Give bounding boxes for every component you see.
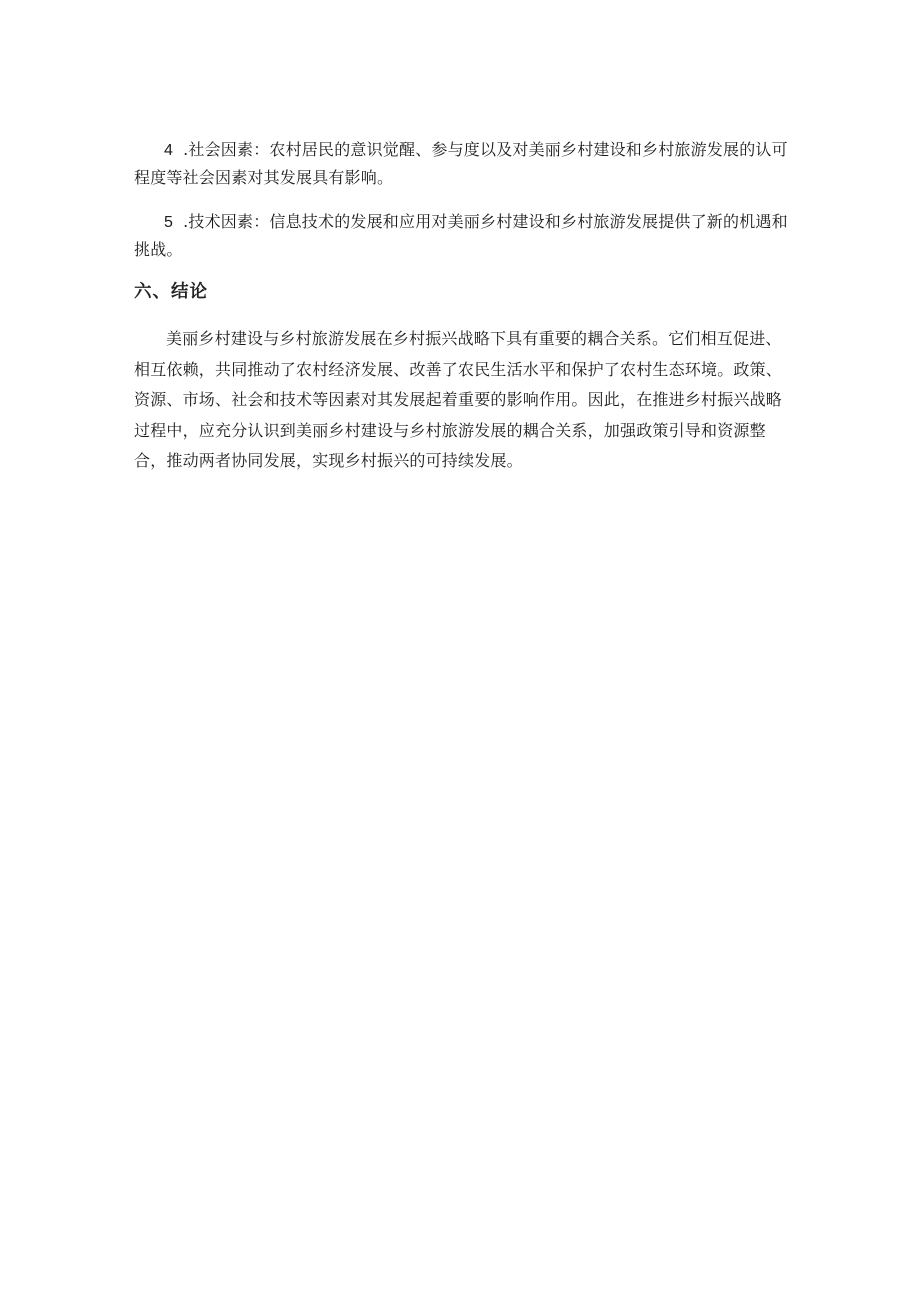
list-item-number: 4 <box>164 142 174 159</box>
conclusion-paragraph: 美丽乡村建设与乡村旅游发展在乡村振兴战略下具有重要的耦合关系。它们相互促进、相互依赖，共同推动了农村经济发展、改善了农民生活水平和保护了农村生态环境。政策、资源、市场、社会和技术等因素对其发展起着重要的影响作用。因此，在推进乡村振兴战略过程中，应充分认识到美丽乡村建设与乡村旅游发展的耦合关系，加强政策引导和资源整合，推动两者协同发展，实现乡村振兴的可持续发展。 <box>134 329 783 470</box>
list-item-number: 5 <box>164 214 174 231</box>
list-item-social-factors <box>134 136 794 191</box>
list-item-text: .社会因素：农村居民的意识觉醒、参与度以及对美丽乡村建设和乡村旅游发展的认可程度等社会因素对其发展具有影响。 <box>134 140 788 187</box>
section-heading-conclusion: 六、结论 <box>134 282 208 302</box>
list-item-technology-factors <box>134 208 794 263</box>
page-content <box>134 136 794 477</box>
list-item-text: .技术因素：信息技术的发展和应用对美丽乡村建设和乡村旅游发展提供了新的机遇和挑战。 <box>134 212 788 259</box>
